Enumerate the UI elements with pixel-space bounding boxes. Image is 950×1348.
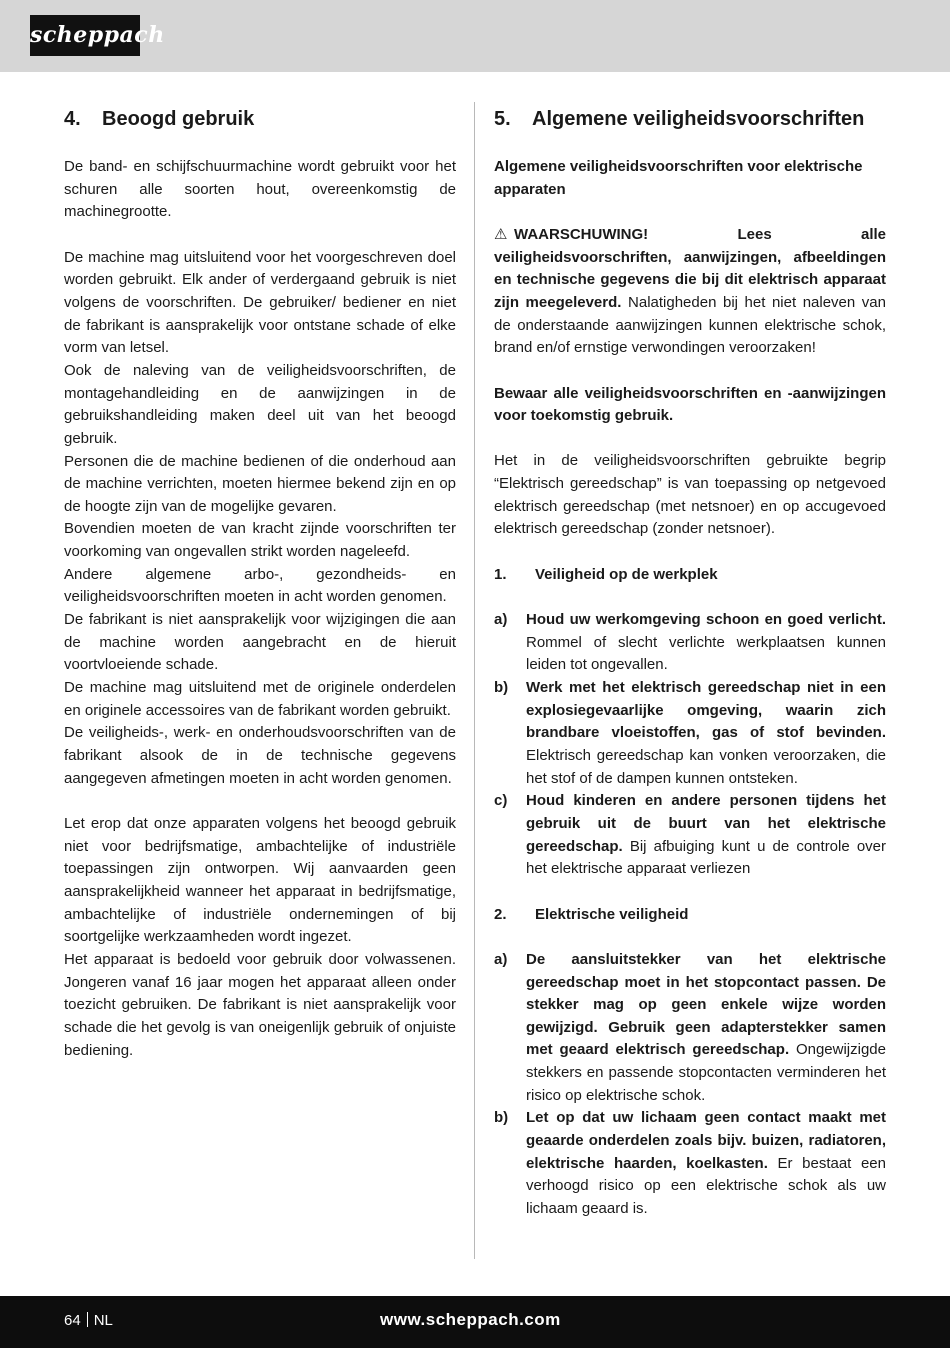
heading-text: Algemene veiligheidsvoorschriften <box>532 108 865 130</box>
section-heading-safety <box>494 104 886 134</box>
warning-rest: Nalatigheden bij het niet naleven van de onderstaande aanwijzingen kunnen elektrische schok, brand en/of ernstige verwondingen veroorzaken! <box>494 293 886 357</box>
paragraph: Andere algemene arbo-, gezondheids- en veiligheidsvoorschriften moeten in acht worden genomen. <box>64 565 456 606</box>
list-item <box>494 1107 886 1220</box>
paragraph: Ook de naleving van de veiligheidsvoorschriften, de montagehandleiding en de aanwijzingen in de gebruikshandleiding maken deel uit van het beoogd gebruik. <box>64 361 456 447</box>
subsection-number: 1. <box>494 565 507 583</box>
warning-bold: WAARSCHUWING! Lees alle veiligheidsvoorschriften, aanwijzingen, afbeeldingen en technische gegevens die bij dit elektrisch apparaat zijn meegeleverd. <box>494 225 886 311</box>
section-heading-intended-use <box>64 104 456 134</box>
warning-paragraph <box>494 224 886 360</box>
item-rest: Er bestaat een verhoogd risico op een elektrische schok als uw lichaam geaard is. <box>526 1154 886 1218</box>
paragraph: Let erop dat onze apparaten volgens het beoogd gebruik niet voor bedrijfsmatige, ambachtelijke of industriële toepassingen zijn ontworpen. Wij aanvaarden geen aansprakelijkheid wanneer het apparaat in bedrijfsmatige, ambachtelijke of industriële ondernemingen of bij soortgelijke werkzaamheden wordt ingezet. <box>64 815 456 946</box>
item-rest: Bij afbuiging kunt u de controle over het elektrische apparaat verliezen <box>526 837 886 878</box>
item-label: a) <box>494 950 508 968</box>
scheppach-logo: scheppach <box>30 15 140 56</box>
list-item <box>494 609 886 677</box>
item-label: b) <box>494 679 509 697</box>
column-divider <box>474 102 475 1259</box>
subsection-number: 2. <box>494 905 507 923</box>
warning-triangle-icon: ⚠ <box>494 225 508 243</box>
paragraph: De machine mag uitsluitend met de originele onderdelen en originele accessoires van de fabrikant worden gebruikt. <box>64 679 456 719</box>
item-label: c) <box>494 792 508 810</box>
item-rest: Rommel of slecht verlichte werkplaatsen kunnen leiden tot ongevallen. <box>526 633 886 674</box>
item-bold: Werk met het elektrisch gereedschap niet in een explosiegevaarlijke omgeving, waarin zich brandbare vloeistoffen, gas of stof bevinden. <box>526 679 886 742</box>
term-definition: Het in de veiligheidsvoorschriften gebruikte begrip “Elektrisch gereedschap” is van toepassing op netgevoed elektrisch gereedschap (met netsnoer) en op accugevoed elektrisch gereedschap (zonder netsnoer). <box>494 452 886 538</box>
paragraph: De band- en schijfschuurmachine wordt gebruikt voor het schuren alle soorten hout, overeenkomstig de machinegrootte. <box>64 158 456 221</box>
heading-text: Beoogd gebruik <box>102 108 255 130</box>
right-column <box>494 104 886 1221</box>
page-footer <box>0 1296 950 1348</box>
item-rest: Ongewijzigde stekkers en passende stopcontacten verminderen het risico op elektrische schok. <box>526 1041 886 1104</box>
list-item <box>494 790 886 881</box>
item-label: a) <box>494 611 508 629</box>
list-item <box>494 949 886 1108</box>
left-column <box>64 104 456 1062</box>
page-indicator <box>64 1311 113 1331</box>
item-bold: Houd kinderen en andere personen tijdens het gebruik uit de buurt van het elektrische gereedschap. <box>526 792 886 855</box>
heading-number: 4. <box>64 108 81 130</box>
subsection-title: Veiligheid op de werkplek <box>535 565 718 583</box>
heading-number: 5. <box>494 108 511 130</box>
item-label: b) <box>494 1109 509 1127</box>
list-item <box>494 677 886 790</box>
page-header <box>0 0 950 72</box>
paragraph: Het apparaat is bedoeld voor gebruik door volwassenen. Jongeren vanaf 16 jaar mogen het apparaat alleen onder toezicht gebruiken. De fabrikant is niet aansprakelijk voor schade die het gevolg is van oneigenlijk gebruik of onjuiste bediening. <box>64 950 456 1059</box>
subsection-heading-electrical <box>494 904 886 927</box>
footer-separator <box>87 1312 88 1327</box>
item-rest: Elektrisch gereedschap kan vonken veroorzaken, die het stof of de dampen kunnen ontsteken. <box>526 746 886 787</box>
page-number: 64 <box>64 1312 81 1329</box>
item-bold: Houd uw werkomgeving schoon en goed verlicht. <box>526 611 886 629</box>
item-bold: Let op dat uw lichaam geen contact maakt met geaarde onderdelen zoals bijv. buizen, radiatoren, elektrische haarden, koelkasten. <box>526 1109 886 1172</box>
paragraph: De veiligheids-, werk- en onderhoudsvoorschriften van de fabrikant alsook de in de technische gegevens aangegeven afmetingen moeten in acht worden genomen. <box>64 724 456 787</box>
item-bold: De aansluitstekker van het elektrische gereedschap moet in het stopcontact passen. De stekker mag op geen enkele wijze worden gewijzigd. Gebruik geen adapterstekker samen met geaard elektrisch gereedschap. <box>526 950 886 1059</box>
intro-bold: Algemene veiligheidsvoorschriften voor elektrische apparaten <box>494 158 863 198</box>
language-code: NL <box>93 1312 113 1329</box>
paragraph: De machine mag uitsluitend voor het voorgeschreven doel worden gebruikt. Elk ander of verdergaand gebruik is niet volgens de voorschriften. De gebruiker/ bediener en niet de fabrikant is aansprakelijk voor ontstane schade of elke vorm van letsel. <box>64 248 456 357</box>
subsection-heading-workplace <box>494 564 886 587</box>
paragraph: Personen die de machine bedienen of die onderhoud aan de machine verrichten, moeten hiermee bekend zijn en op de hoogte zijn van de mogelijke gevaren. <box>64 452 456 515</box>
paragraph: De fabrikant is niet aansprakelijk voor wijzigingen die aan de machine worden aangebracht en de hieruit voortvloeiende schade. <box>64 611 456 674</box>
subsection-title: Elektrische veiligheid <box>535 905 689 923</box>
paragraph: Bovendien moeten de van kracht zijnde voorschriften ter voorkoming van ongevallen strikt worden nageleefd. <box>64 520 456 561</box>
keep-instructions: Bewaar alle veiligheidsvoorschriften en -aanwijzingen voor toekomstig gebruik. <box>494 384 886 425</box>
website-url: www.scheppach.com <box>380 1310 561 1329</box>
